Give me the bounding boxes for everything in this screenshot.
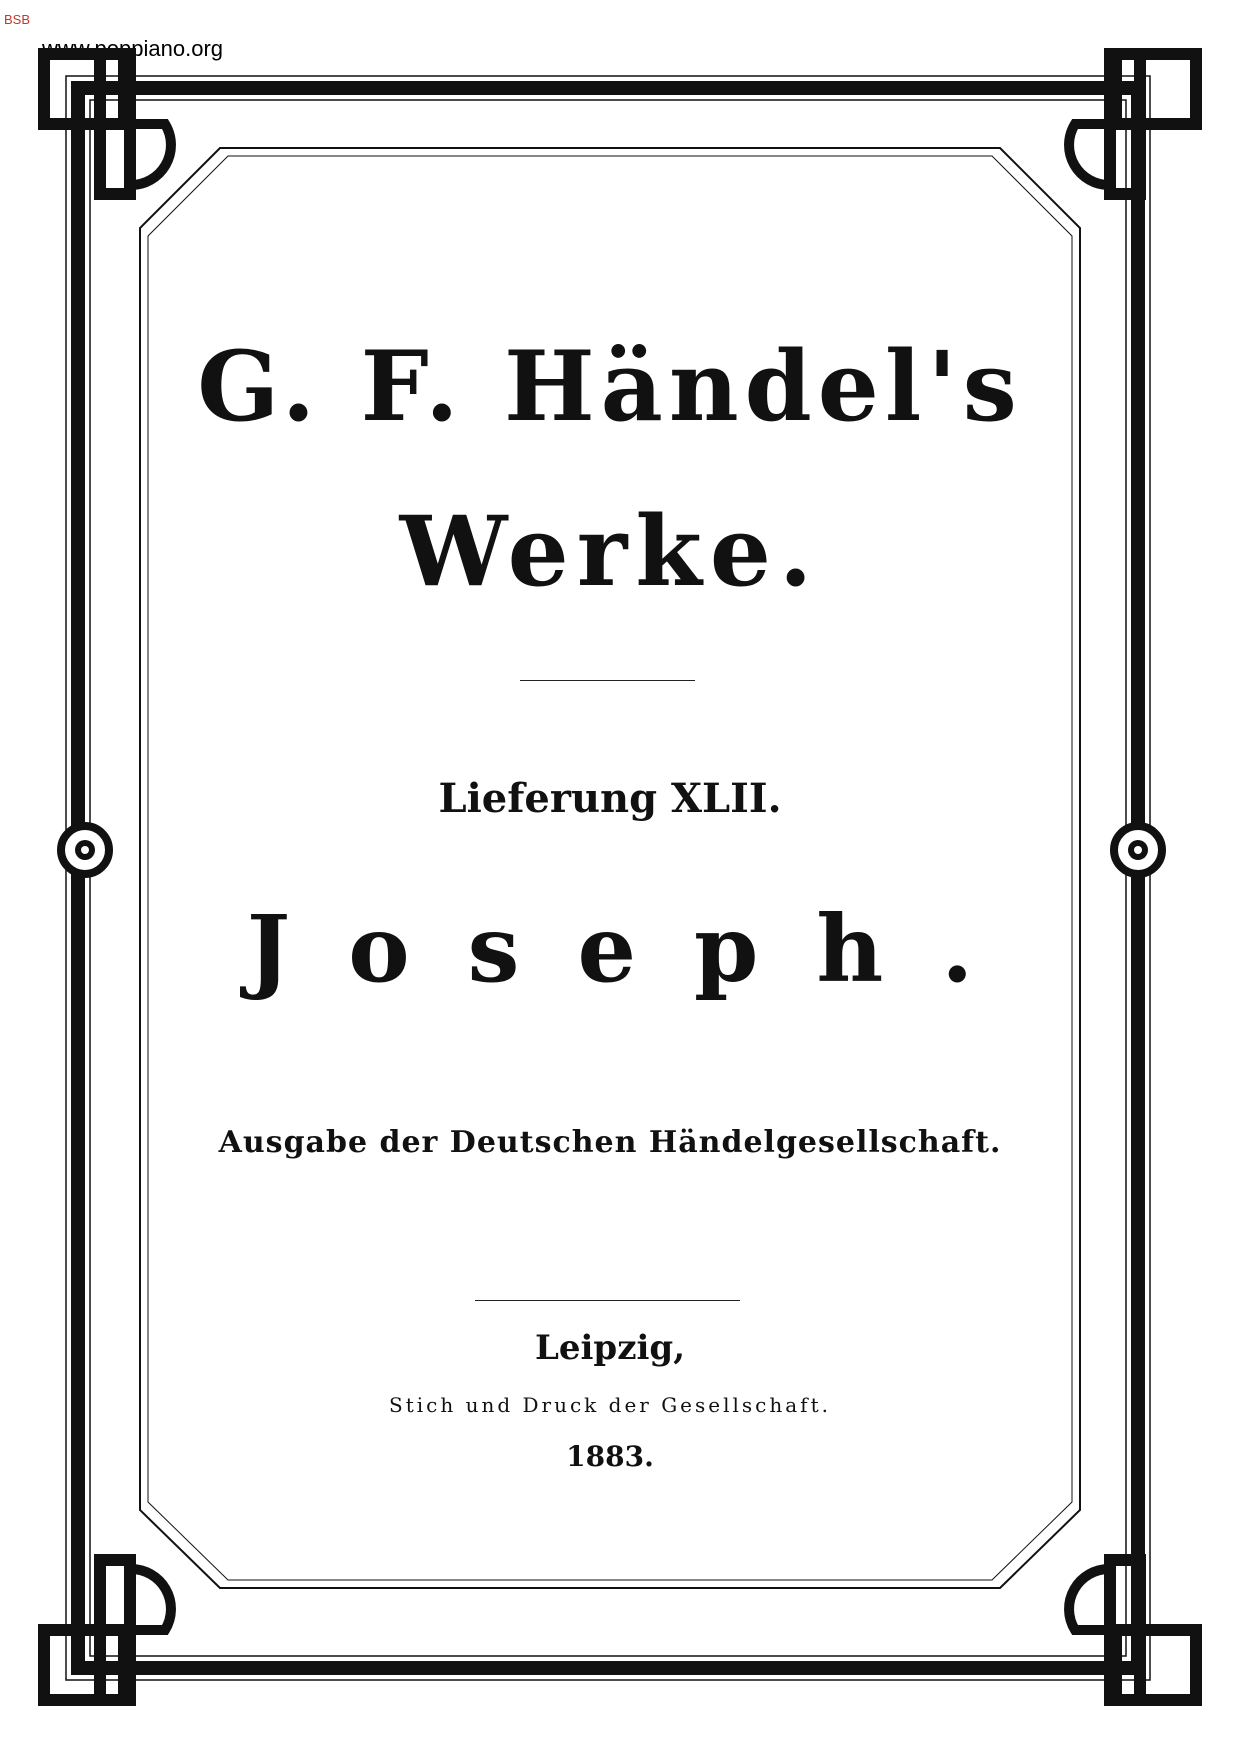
edition-line: Ausgabe der Deutschen Händelgesellschaft. [218, 1125, 1002, 1160]
divider-rule [520, 680, 695, 681]
work-title: Joseph. [246, 895, 1032, 1003]
composer-title: G. F. Händel's [197, 330, 1023, 443]
library-watermark: BSB [4, 12, 31, 27]
publication-city: Leipzig, [534, 1328, 686, 1368]
series-title: Werke. [399, 495, 821, 608]
site-watermark: www.poppiano.org [42, 36, 224, 61]
publication-year: 1883. [566, 1440, 654, 1473]
side-medallion-icon [61, 826, 1162, 874]
delivery-number: Lieferung XLII. [438, 775, 782, 822]
divider-rule [475, 1300, 740, 1301]
printer-line: Stich und Druck der Gesellschaft. [389, 1393, 831, 1417]
